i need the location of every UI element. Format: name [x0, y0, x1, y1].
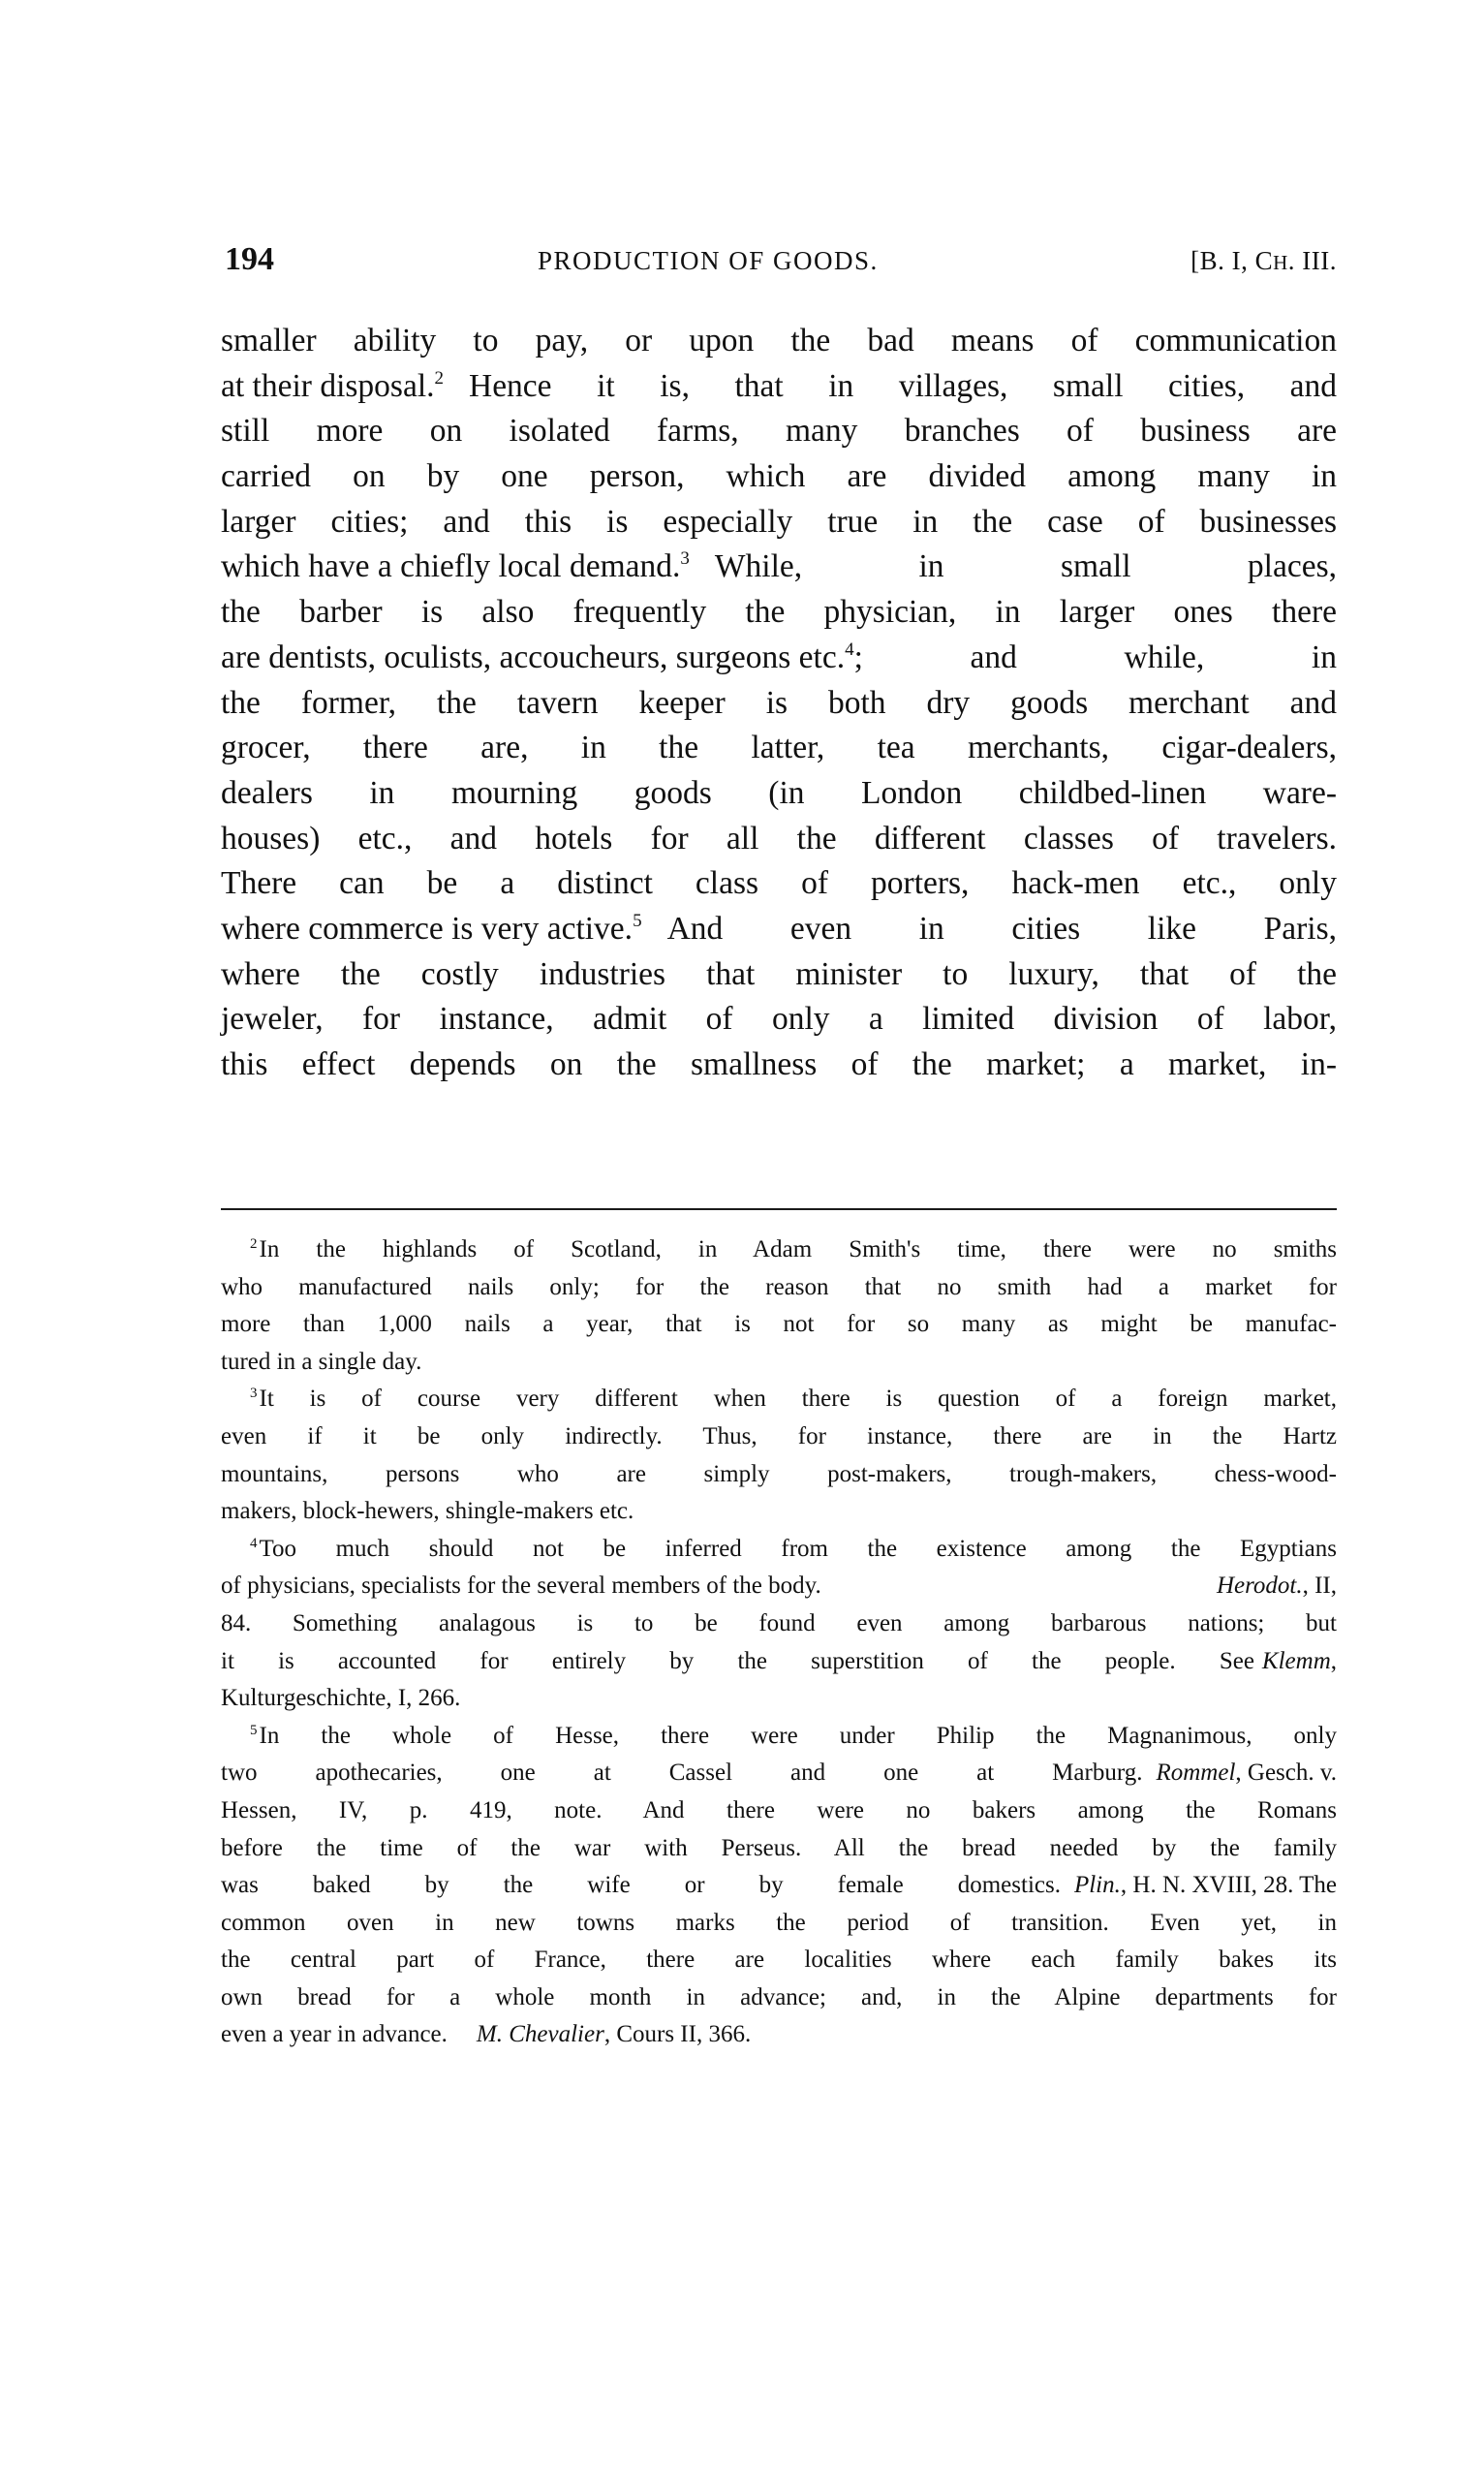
text-span: where commerce is very active. [221, 910, 634, 947]
body-line: houses) etc., and hotels for all the different classes of travelers. [221, 820, 1337, 857]
footnote-line [221, 1718, 1337, 1756]
footnote-mark: 3 [250, 1386, 258, 1402]
body-line [221, 636, 1337, 681]
citation [1217, 1568, 1337, 1605]
text-span: of physicians, specialists for the several members of the body. [221, 1573, 821, 1600]
footnote-line [221, 1231, 1337, 1269]
footnote-line: tured in a single day. [221, 1348, 422, 1375]
footnote-mark: 4 [250, 1535, 258, 1551]
text-span: two apothecaries, one at Cassel and one at Marburg. [221, 1760, 1143, 1787]
footnote-3 [221, 1381, 1337, 1530]
footnote-line [221, 1867, 1337, 1905]
text-span: , II, [1302, 1573, 1337, 1600]
body-line: grocer, there are, in the latter, tea merchants, cigar-dealers, [221, 730, 1337, 766]
text-span [221, 545, 690, 590]
body-line: still more on isolated farms, many branches of business are [221, 413, 1337, 450]
footnote-ref-3[interactable]: 3 [680, 548, 690, 570]
footnote-line: the central part of France, there are localities where each family bakes its [221, 1947, 1337, 1974]
footnote-line: before the time of the war with Perseus. All the bread needed by the family [221, 1834, 1337, 1861]
footnote-line: mountains, persons who are simply post-makers, trough-makers, chess-wood- [221, 1460, 1337, 1487]
body-line: the barber is also frequently the physician, in larger ones there [221, 594, 1337, 631]
footnote-line [221, 2016, 1337, 2054]
body-line [221, 907, 1337, 952]
text-span [221, 636, 854, 681]
body-line [221, 545, 1337, 590]
footnote-ref-2[interactable]: 2 [434, 367, 444, 389]
running-title: PRODUCTION OF GOODS. [538, 246, 879, 275]
text-span [221, 907, 642, 952]
footnote-ref-4[interactable]: 4 [845, 639, 854, 660]
footnotes [221, 1231, 1337, 2054]
text-span: , Cours II, 366. [603, 2021, 752, 2048]
citation-herodot: Herodot. [1216, 1573, 1303, 1600]
text-span: are dentists, oculists, accoucheurs, surgeons etc. [221, 639, 846, 675]
body-line: the former, the tavern keeper is both dry goods merchant and [221, 684, 1337, 721]
footnote-mark: 2 [250, 1236, 258, 1252]
footnote-separator-rule [221, 1208, 1337, 1210]
footnote-line: Hessen, IV, p. 419, note. And there were no bakers among the Romans [221, 1796, 1337, 1823]
footnote-line: 84. Something analagous is to be found even among barbarous nations; but [221, 1609, 1337, 1636]
body-line: There can be a distinct class of porters, hack-men etc., only [221, 865, 1337, 902]
footnote-line [221, 1643, 1337, 1681]
body-line: dealers in mourning goods (in London childbed-linen ware- [221, 774, 1337, 811]
footnote-mark: 5 [250, 1722, 258, 1738]
text-span: And even in cities like Paris, [666, 910, 1337, 947]
footnote-line [221, 1531, 1337, 1569]
text-span: , [1330, 1647, 1337, 1674]
text-span: , Gesch. v. [1235, 1760, 1337, 1787]
text-span: In the highlands of Scotland, in Adam Smith's time, there were no smiths [259, 1236, 1337, 1262]
body-line: jeweler, for instance, admit of only a limited division of labor, [221, 1001, 1337, 1038]
running-head [221, 240, 1337, 279]
citation [1262, 1643, 1337, 1681]
body-line: smaller ability to pay, or upon the bad means of communication [221, 323, 1337, 358]
text-span: at their disposal. [221, 367, 435, 404]
footnote-line [221, 1568, 1337, 1605]
chapter-suffix: . III. [1287, 246, 1337, 275]
body-line: this effect depends on the smallness of the market; a market, in- [221, 1046, 1337, 1082]
text-span: While, in small places, [714, 548, 1337, 585]
chapter-smallcaps: H [1273, 251, 1288, 274]
text-span: ; and while, in [853, 639, 1337, 675]
footnote-line: who manufactured nails only; for the reason that no smith had a market for [221, 1273, 1337, 1300]
footnote-line: more than 1,000 nails a year, that is not for so many as might be manufac- [221, 1311, 1337, 1338]
footnote-line: makers, block-hewers, shingle-makers etc. [221, 1498, 634, 1525]
text-span: It is of course very different when there is question of a foreign market, [259, 1386, 1337, 1413]
text-span [221, 364, 444, 410]
footnote-line: own bread for a whole month in advance; and, in the Alpine departments for [221, 1983, 1337, 2010]
page-number: 194 [225, 241, 274, 277]
chapter-prefix: [B. I, C [1190, 246, 1274, 275]
footnote-line: Kulturgeschichte, I, 266. [221, 1685, 461, 1712]
citation [1074, 1867, 1337, 1905]
text-span: In the whole of Hesse, there were under Philip the Magnanimous, only [259, 1722, 1337, 1749]
citation [1156, 1755, 1337, 1792]
text-span: was baked by the wife or by female domestics. [221, 1872, 1061, 1899]
text-span: which have a chiefly local demand. [221, 548, 681, 585]
footnote-5 [221, 1718, 1337, 2054]
footnote-line: even if it be only indirectly. Thus, for instance, there are in the Hartz [221, 1422, 1337, 1449]
body-line: carried on by one person, which are divided among many in [221, 458, 1337, 495]
citation-chevalier: M. Chevalier [476, 2021, 604, 2048]
footnote-line [221, 1381, 1337, 1418]
text-span: Hence it is, that in villages, small cities, and [469, 367, 1337, 404]
body-text [221, 319, 1337, 1088]
text-span: it is accounted for entirely by the superstition of the people. See [221, 1647, 1254, 1674]
footnote-line: common oven in new towns marks the period of transition. Even yet, in [221, 1909, 1337, 1936]
citation-plin: Plin. [1073, 1872, 1121, 1899]
text-span: , H. N. XVIII, 28. The [1120, 1872, 1337, 1899]
footnote-2 [221, 1231, 1337, 1381]
body-line: where the costly industries that minister to luxury, that of the [221, 955, 1337, 992]
citation-klemm: Klemm [1261, 1647, 1331, 1674]
citation-rommel: Rommel [1156, 1760, 1236, 1787]
text-span: Too much should not be inferred from the existence among the Egyptians [259, 1535, 1337, 1562]
body-line: larger cities; and this is especially true in the case of businesses [221, 503, 1337, 540]
text-span: even a year in advance. [221, 2021, 448, 2048]
footnote-ref-5[interactable]: 5 [633, 910, 642, 931]
footnote-4 [221, 1531, 1337, 1718]
chapter-reference [1190, 242, 1337, 281]
footnote-line [221, 1755, 1337, 1792]
body-line [221, 364, 1337, 410]
